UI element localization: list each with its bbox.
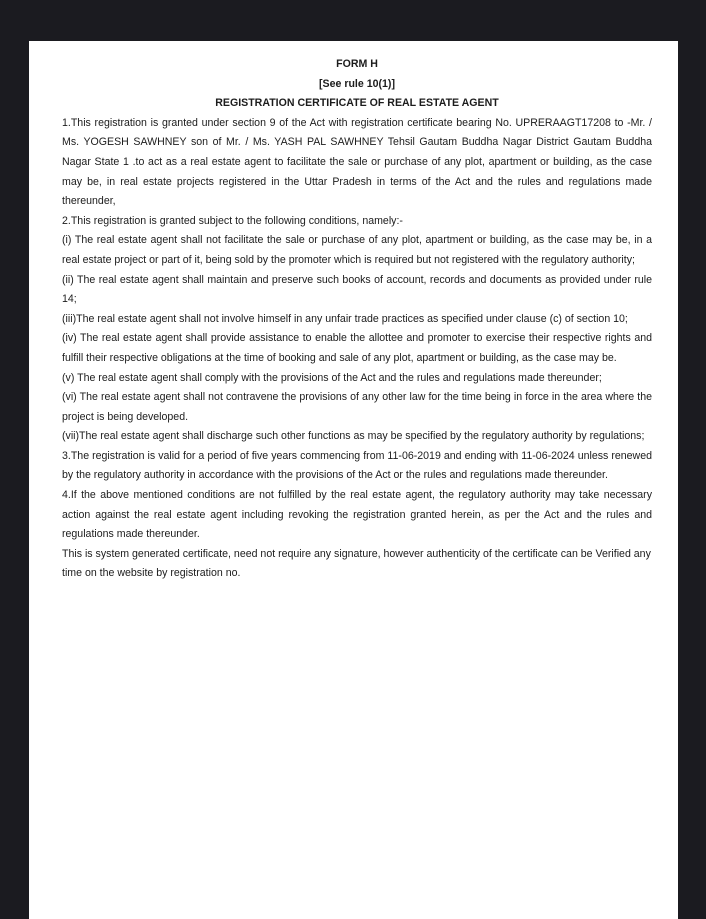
clause-condition-vi: (vi) The real estate agent shall not contravene the provisions of any other law for the time being in force in the area where the project is being developed.: [62, 391, 652, 423]
clause-registration-grant: 1.This registration is granted under section 9 of the Act with registration certificate bearing No. UPRERAAGT17208 to -Mr. / Ms. YOGESH SAWHNEY son of Mr. / Ms. YASH PAL SAWHNEY Tehsil Gautam Buddha Nagar District Gautam Buddha Nagar State 1 .to act as a real estate agent to facilitate the sale or purchase of any plot, apartment or building, as the case may be, in real estate projects registered in the Uttar Pradesh in terms of the Act and the rules and regulations made thereunder,: [62, 116, 652, 208]
clause-condition-iv: (iv) The real estate agent shall provide assistance to enable the allottee and promoter to exercise their respective rights and fulfill their respective obligations at the time of booking and sale of any plot, apartment or building, as the case may be.: [62, 332, 652, 364]
certificate-content: [29, 41, 678, 584]
clause-validity-period: 3.The registration is valid for a period of five years commencing from 11-06-2019 and ending with 11-06-2024 unless renewed by the regulatory authority in accordance with the provisions of the Act or the rules and regulations made thereunder.: [62, 449, 652, 482]
clause-revocation: 4.If the above mentioned conditions are not fulfilled by the real estate agent, the regulatory authority may take necessary action against the real estate agent including revoking the registration granted herein, as per the Act and the rules and regulations made thereunder.: [62, 489, 652, 541]
clause-conditions-intro: 2.This registration is granted subject to the following conditions, namely:-: [62, 214, 403, 227]
certificate-page: [29, 41, 678, 919]
clause-condition-ii: (ii) The real estate agent shall maintain and preserve such books of account, records and documents as provided under rule 14;: [62, 273, 652, 306]
system-generated-note: This is system generated certificate, need not require any signature, however authenticity of the certificate can be Verified any time on the website by registration no.: [62, 547, 651, 580]
form-title: FORM H: [336, 58, 378, 70]
clause-condition-i: (i) The real estate agent shall not facilitate the sale or purchase of any plot, apartment or building, as the case may be, in a real estate project or part of it, being sold by the promoter which is required but not registered with the regulatory authority;: [62, 234, 652, 266]
clause-condition-v: (v) The real estate agent shall comply with the provisions of the Act and the rules and regulations made thereunder;: [62, 371, 602, 384]
certificate-heading: REGISTRATION CERTIFICATE OF REAL ESTATE AGENT: [215, 97, 499, 110]
clause-condition-iii: (iii)The real estate agent shall not involve himself in any unfair trade practices as specified under clause (c) of section 10;: [62, 312, 628, 325]
rule-reference: [See rule 10(1)]: [319, 77, 395, 90]
clause-condition-vii: (vii)The real estate agent shall discharge such other functions as may be specified by the regulatory authority by regulations;: [62, 430, 645, 443]
